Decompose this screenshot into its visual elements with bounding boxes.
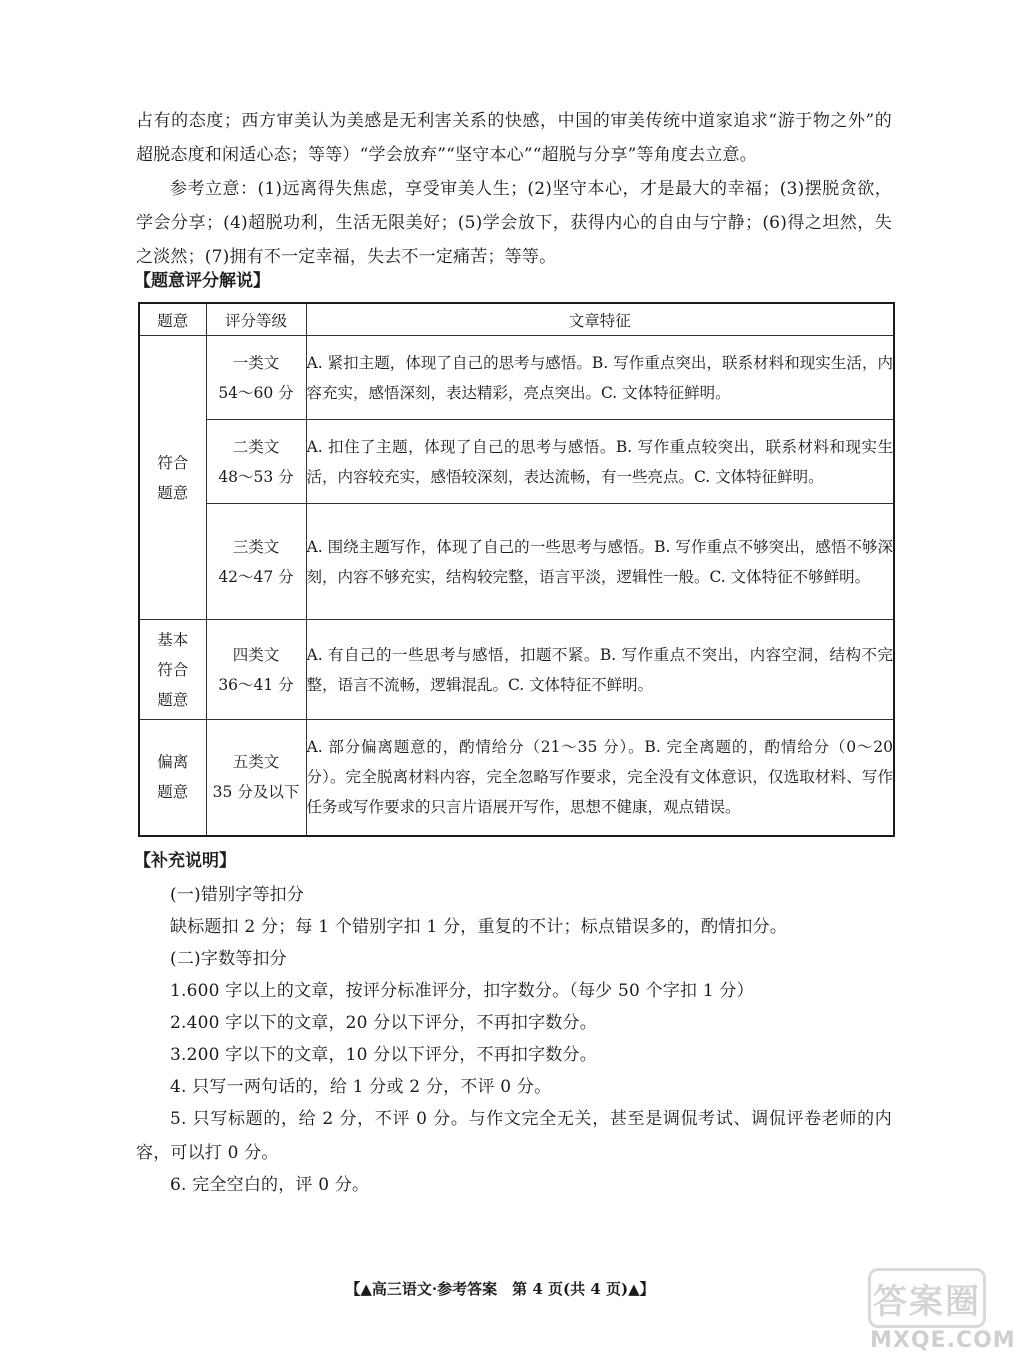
rubric-heading: 【题意评分解说】: [134, 271, 270, 291]
supplement-item-5: 5. 只写标题的，给 2 分，不评 0 分。与作文完全无关，甚至是调侃考试、调侃评卷老师的内容，可以打 0 分。: [136, 1109, 892, 1163]
table-row: [139, 420, 894, 504]
feature-cell: A. 围绕主题写作，体现了自己的一些思考与感悟。B. 写作重点不够突出，感悟不够深刻，内容不够充实，结构较完整，语言平淡，逻辑性一般。C. 文体特征不够鲜明。: [306, 504, 894, 620]
feature-cell: A. 有自己的一些思考与感悟，扣题不紧。B. 写作重点不突出，内容空洞，结构不完整，语言不流畅，逻辑混乱。C. 文体特征不鲜明。: [306, 620, 894, 720]
watermark-logo: 答案圈: [868, 1268, 986, 1328]
table-row: [139, 504, 894, 620]
grade-cell: 三类文 42～47 分: [206, 504, 306, 620]
table-header-row: [139, 303, 894, 336]
supplement-item-3: 3.200 字以下的文章，10 分以下评分，不再扣字数分。: [170, 1045, 597, 1065]
group-on-topic: 符合 题意: [139, 336, 206, 620]
table-row: [139, 336, 894, 420]
watermark-url: MXQE.COM: [870, 1328, 1016, 1353]
page-footer: 【▲高三语文·参考答案 第 4 页(共 4 页)▲】: [345, 1280, 655, 1298]
table-row: [139, 720, 894, 836]
supplement-heading: 【补充说明】: [134, 851, 236, 871]
group-basically-on-topic: 基本 符合 题意: [139, 620, 206, 720]
header-grade: 评分等级: [206, 303, 306, 336]
group-off-topic: 偏离 题意: [139, 720, 206, 836]
supplement-item-1: 1.600 字以上的文章，按评分标准评分，扣字数分。（每少 50 个字扣 1 分）: [170, 981, 754, 1001]
supplement-item-4: 4. 只写一两句话的，给 1 分或 2 分，不评 0 分。: [170, 1077, 552, 1097]
header-topic: 题意: [139, 303, 206, 336]
intro-paragraph-1: 占有的态度；西方审美认为美感是无利害关系的快感，中国的审美传统中道家追求“游于物之外”的超脱态度和闲适心态；等等）“学会放弃”“坚守本心”“超脱与分享”等角度去立意。: [136, 111, 892, 165]
feature-cell: A. 部分偏离题意的，酌情给分（21～35 分）。B. 完全离题的，酌情给分（0～20 分）。完全脱离材料内容，完全忽略写作要求，完全没有文体意识，仅选取材料、写作任务或写作要求的只言片语展开写作，思想不健康，观点错误。: [306, 720, 894, 836]
site-watermark: [866, 1264, 1016, 1360]
grade-cell: 二类文 48～53 分: [206, 420, 306, 504]
supplement-item-6: 6. 完全空白的，评 0 分。: [170, 1175, 370, 1195]
supplement-section-2-title: (二)字数等扣分: [170, 949, 287, 969]
intro-paragraph-2: 参考立意：(1)远离得失焦虑，享受审美人生；(2)坚守本心，才是最大的幸福；(3)摆脱贪欲，学会分享；(4)超脱功利，生活无限美好；(5)学会放下，获得内心的自由与宁静；(6)得之坦然，失之淡然；(7)拥有不一定幸福，失去不一定痛苦；等等。: [136, 179, 892, 267]
supplement-section-1-title: (一)错别字等扣分: [170, 885, 305, 905]
supplement-section-1-text: 缺标题扣 2 分；每 1 个错别字扣 1 分，重复的不计；标点错误多的，酌情扣分。: [170, 917, 788, 937]
grade-cell: 一类文 54～60 分: [206, 336, 306, 420]
grade-cell: 五类文 35 分及以下: [206, 720, 306, 836]
feature-cell: A. 紧扣主题，体现了自己的思考与感悟。B. 写作重点突出，联系材料和现实生活，内容充实，感悟深刻，表达精彩，亮点突出。C. 文体特征鲜明。: [306, 336, 894, 420]
supplement-item-2: 2.400 字以下的文章，20 分以下评分，不再扣字数分。: [170, 1013, 597, 1033]
grade-cell: 四类文 36～41 分: [206, 620, 306, 720]
rubric-table: [138, 302, 895, 837]
table-row: [139, 620, 894, 720]
feature-cell: A. 扣住了主题，体现了自己的思考与感悟。B. 写作重点较突出，联系材料和现实生活，内容较充实，感悟较深刻，表达流畅，有一些亮点。C. 文体特征鲜明。: [306, 420, 894, 504]
header-features: 文章特征: [306, 303, 894, 336]
